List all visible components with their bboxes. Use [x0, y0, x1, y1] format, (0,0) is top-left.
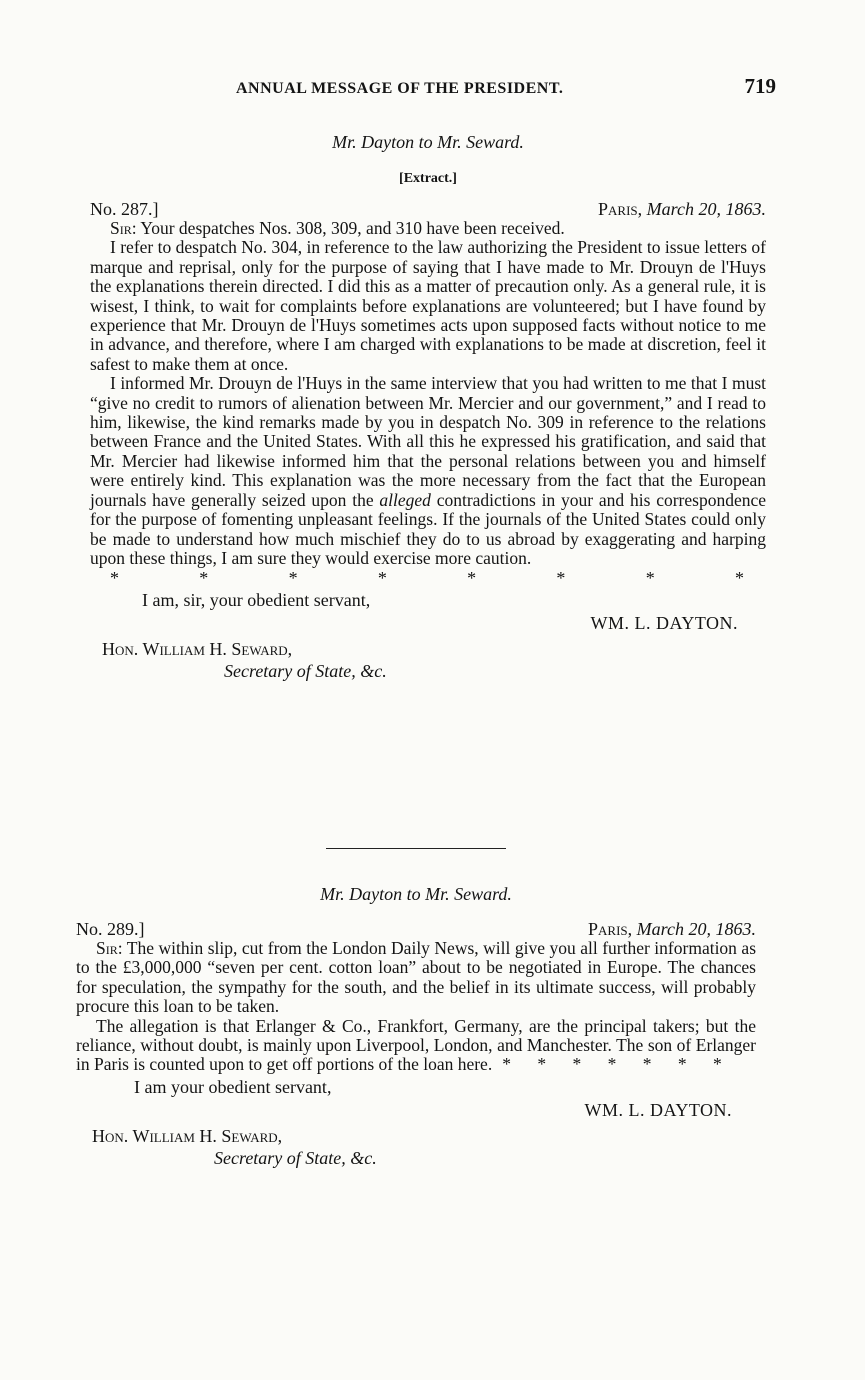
section-divider	[326, 848, 506, 849]
letter-number: No. 289.]	[76, 919, 145, 939]
emphasis: alleged	[379, 489, 431, 510]
addressee-office: Secretary of State, &c.	[214, 1147, 377, 1168]
paragraph: I informed Mr. Drouyn de l'Huys in the same interview that you had written to me that I must “give no credit to rumors of alienation between Mr. Mercier and our government,” and I read to him, likewise, the kind remarks made by you in despatch No. 309 in reference to the relations between France and the United States. With all this he expressed his gratification, and said that Mr. Mercier had likewise informed him that the personal relations between you and himself were entirely kind. This explanation was the more necessary from the fact that the European journals have generally seized upon the alleged contradictions in your and his correspondence for the purpose of fomenting unpleasant feelings. If the journals of the United States could only be made to understand how much mischief they do to us abroad by exaggerating and harping upon these things, I am sure they would exercise more caution.	[90, 373, 766, 568]
addressee-office: Secretary of State, &c.	[224, 661, 387, 682]
letter-place: Paris,	[598, 199, 643, 219]
addressee: Hon. William H. Seward,	[92, 1125, 283, 1146]
extract-label: [Extract.]	[399, 171, 457, 186]
letter-place: Paris,	[588, 919, 633, 939]
letter-date-block	[588, 919, 756, 939]
omission-stars: * * * * * * * *	[110, 568, 744, 589]
closing: I am, sir, your obedient servant,	[142, 590, 371, 611]
letter-289	[76, 884, 756, 1169]
letter-title: Mr. Dayton to Mr. Seward.	[332, 132, 524, 152]
letter-title: Mr. Dayton to Mr. Seward.	[320, 884, 512, 904]
letter-287	[90, 132, 766, 682]
letter-number: No. 287.]	[90, 199, 159, 219]
salutation: Sir:	[110, 218, 137, 238]
letter-date: March 20, 1863.	[636, 919, 756, 939]
paragraph: Sir: The within slip, cut from the London Daily News, will give you all further information as to the £3,000,000 “seven per cent. cotton loan” about to be negotiated in Europe. The chances for speculation, the sympathy for the south, and the belief in its ultimate success, will probably procure this loan to be taken.	[76, 938, 756, 1017]
signature: WM. L. DAYTON.	[590, 613, 738, 634]
letter-dateline	[76, 919, 756, 939]
paragraph: Sir: Your despatches Nos. 308, 309, and 310 have been received.	[110, 218, 565, 238]
running-head	[236, 74, 776, 99]
letter-date-block	[598, 199, 766, 219]
paragraph: I refer to despatch No. 304, in reference to the law authorizing the President to issue letters of marque and reprisal, only for the purpose of saying that I have made to Mr. Drouyn de l'Huys the explanations therein directed. I did this as a matter of precaution only. As a general rule, it is wisest, I think, to wait for complaints before explanations are volunteered; but I have found by experience that Mr. Drouyn de l'Huys sometimes acts upon supposed facts without notice to me in advance, and therefore, where I am charged with explanations to be made at discretion, feel it safest to make them at once.	[90, 237, 766, 374]
closing: I am your obedient servant,	[134, 1076, 332, 1097]
page-number: 719	[744, 74, 776, 98]
addressee: Hon. William H. Seward,	[102, 639, 293, 660]
letter-date: March 20, 1863.	[646, 199, 766, 219]
addressee-block	[90, 638, 766, 682]
signature: WM. L. DAYTON.	[584, 1099, 732, 1120]
letter-body	[76, 939, 756, 1075]
running-head-title: ANNUAL MESSAGE OF THE PRESIDENT.	[236, 80, 564, 97]
salutation: Sir:	[96, 938, 123, 958]
paragraph: The allegation is that Erlanger & Co., Frankfort, Germany, are the principal takers; but the reliance, without doubt, is mainly upon Liverpool, London, and Manchester. The son of Erlanger in Paris is counted upon to get off portions of the loan here. * * * * * * *	[76, 1015, 756, 1075]
letter-body	[90, 219, 766, 568]
letter-dateline	[90, 199, 766, 219]
omission-stars: * * * * * * *	[502, 1054, 722, 1075]
addressee-block	[76, 1125, 756, 1169]
